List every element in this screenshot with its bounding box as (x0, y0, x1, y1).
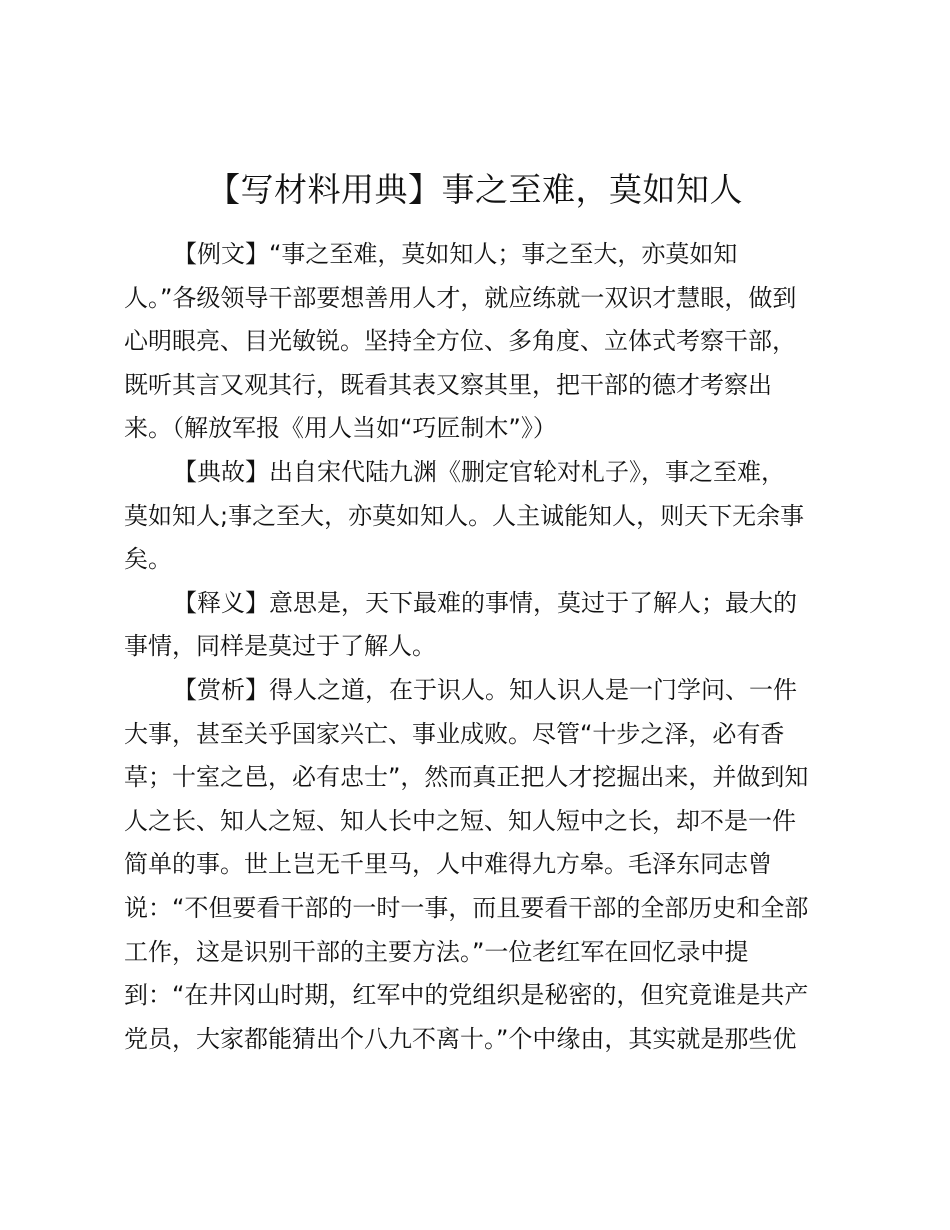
paragraph-meaning-line-1: 【释义】意思是，天下最难的事情，莫过于了解人；最大的 (173, 588, 797, 617)
paragraph-analysis-line-7: 工作，这是识别干部的主要方法。”一位老红军在回忆录中提 (124, 937, 749, 966)
paragraph-source-line-2: 莫如知人;事之至大，亦莫如知人。人主诚能知人，则天下无余事 (124, 501, 805, 530)
paragraph-analysis-line-4: 人之长、知人之短、知人长中之短、知人短中之长，却不是一件 (124, 806, 796, 835)
paragraph-analysis-line-5: 简单的事。世上岂无千里马，人中难得九方皋。毛泽东同志曾 (124, 850, 772, 879)
paragraph-example-line-5: 来。（解放军报《用人当如“巧匠制木”》） (124, 414, 557, 443)
paragraph-source-line-3: 矣。 (124, 545, 172, 574)
document-body (124, 233, 836, 1061)
paragraph-analysis-line-1: 【赏析】得人之道，在于识人。知人识人是一门学问、一件 (173, 675, 797, 704)
paragraph-analysis-line-2: 大事，甚至关乎国家兴亡、事业成败。尽管“十步之泽，必有香 (124, 719, 785, 748)
paragraph-analysis-line-8: 到：“在井冈山时期，红军中的党组织是秘密的，但究竟谁是共产 (124, 981, 809, 1010)
document-title: 【写材料用典】事之至难，莫如知人 (207, 170, 743, 209)
paragraph-example-line-1: 【例文】“事之至难，莫如知人；事之至大，亦莫如知 (173, 240, 738, 268)
paragraph-example-line-2: 人。”各级领导干部要想善用人才，就应练就一双识才慧眼，做到 (124, 283, 797, 312)
paragraph-analysis-line-3: 草；十室之邑，必有忠士”，然而真正把人才挖掘出来，并做到知 (124, 763, 809, 792)
paragraph-analysis-line-9: 党员，大家都能猜出个八九不离十。”个中缘由，其实就是那些优 (124, 1024, 797, 1053)
paragraph-example-line-3: 心明眼亮、目光敏锐。坚持全方位、多角度、立体式考察干部， (124, 327, 796, 356)
paragraph-analysis-line-6: 说：“不但要看干部的一时一事，而且要看干部的全部历史和全部 (124, 893, 809, 922)
paragraph-meaning-line-2: 事情，同样是莫过于了解人。 (124, 632, 436, 661)
paragraph-example-line-4: 既听其言又观其行，既看其表又察其里，把干部的德才考察出 (124, 370, 772, 399)
paragraph-source-line-1: 【典故】出自宋代陆九渊《删定官轮对札子》，事之至难， (173, 457, 785, 486)
